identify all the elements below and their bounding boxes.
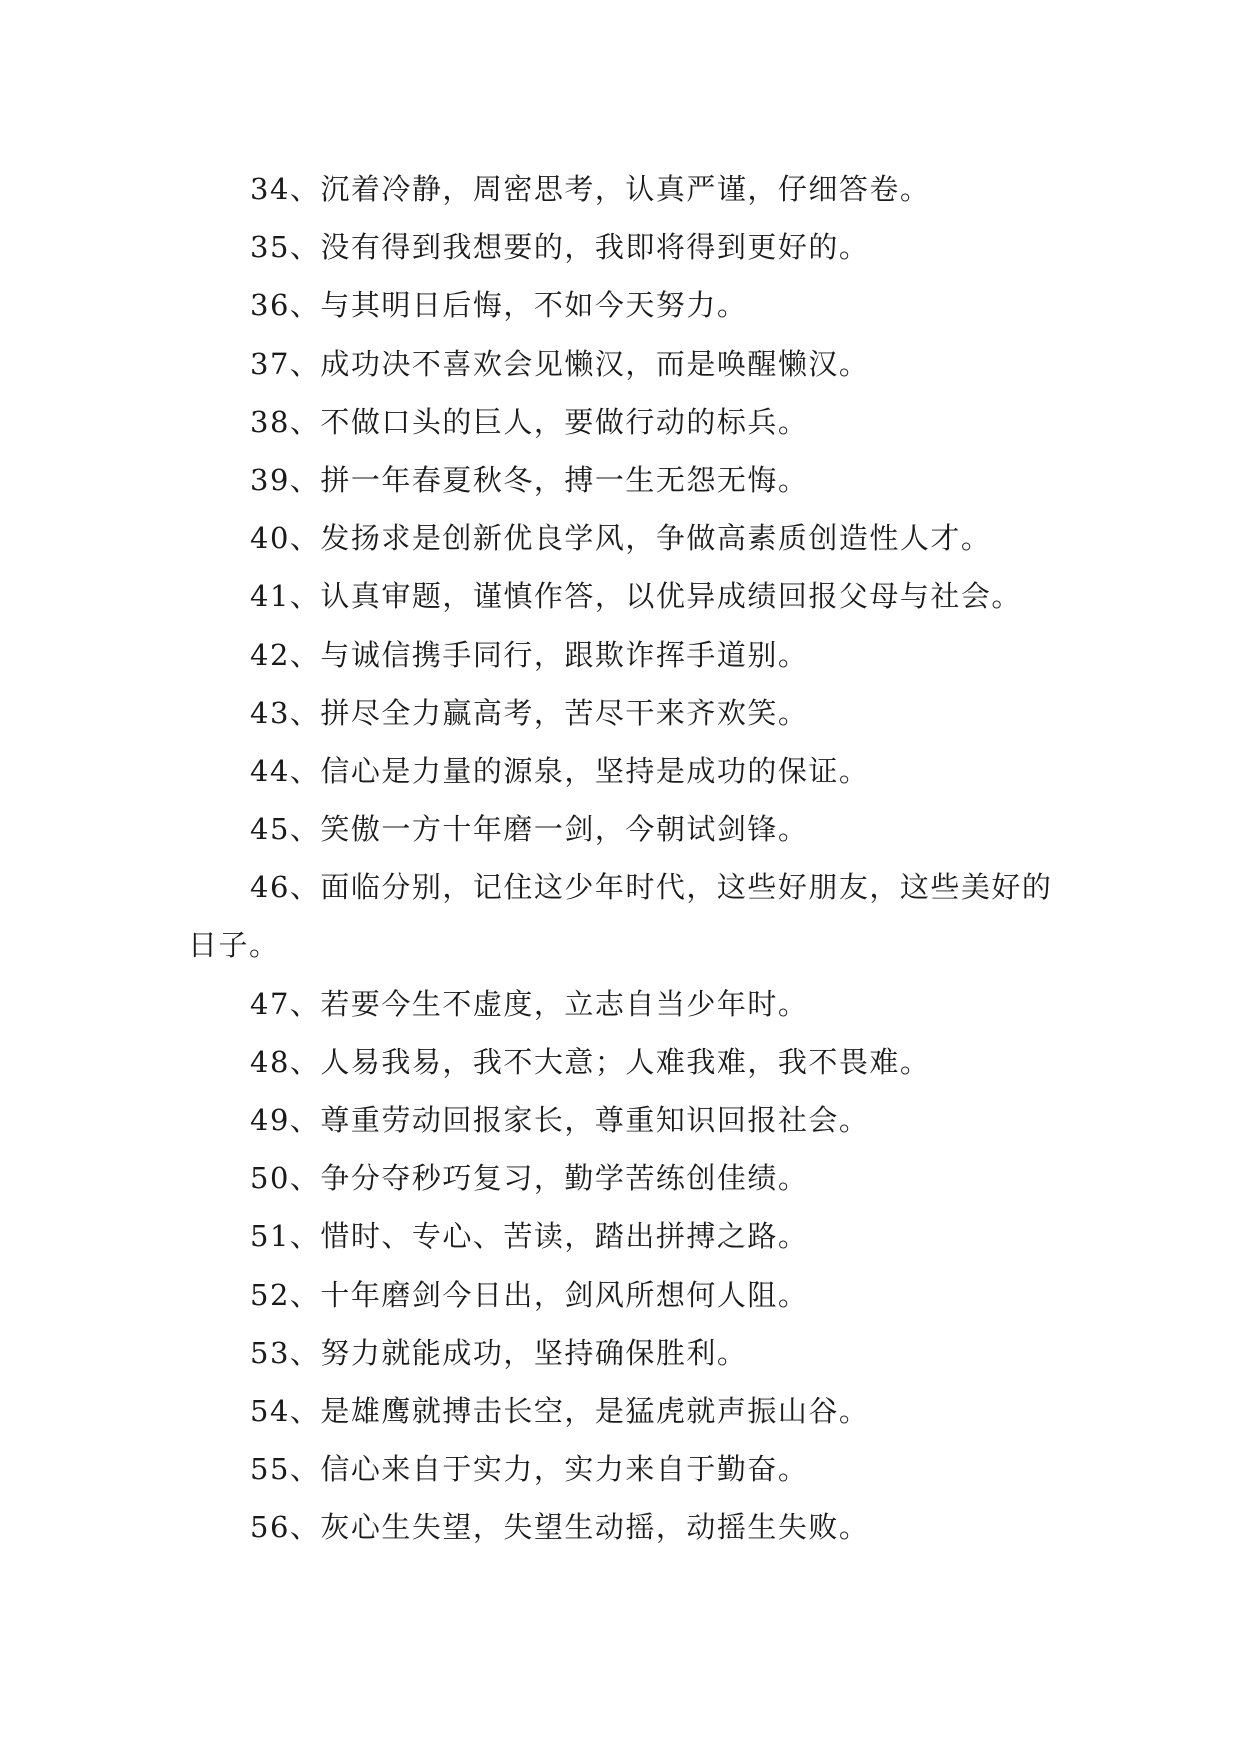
quote-45: 45、笑傲一方十年磨一剑，今朝试剑锋。 <box>250 812 809 847</box>
quote-48: 48、人易我易，我不大意；人难我难，我不畏难。 <box>250 1044 931 1079</box>
quote-47: 47、若要今生不虚度，立志自当少年时。 <box>250 986 809 1021</box>
quote-34: 34、沉着冷静，周密思考，认真严谨，仔细答卷。 <box>250 172 931 206</box>
quote-52: 52、十年磨剑今日出，剑风所想何人阻。 <box>250 1277 809 1312</box>
quote-56: 56、灰心生失望，失望生动摇，动摇生失败。 <box>250 1510 870 1545</box>
quote-38: 38、不做口头的巨人，要做行动的标兵。 <box>250 404 809 439</box>
quote-39: 39、拼一年春夏秋冬，搏一生无怨无悔。 <box>250 462 809 497</box>
quote-35: 35、没有得到我想要的，我即将得到更好的。 <box>250 230 870 265</box>
quote-44: 44、信心是力量的源泉，坚持是成功的保证。 <box>250 753 870 788</box>
quote-43: 43、拼尽全力赢高考，苦尽干来齐欢笑。 <box>250 695 809 730</box>
quote-50: 50、争分夺秒巧复习，勤学苦练创佳绩。 <box>250 1161 809 1196</box>
quote-55: 55、信心来自于实力，实力来自于勤奋。 <box>250 1452 809 1487</box>
quote-41: 41、认真审题，谨慎作答，以优异成绩回报父母与社会。 <box>250 579 1022 614</box>
quote-list <box>188 160 1056 1557</box>
quote-49: 49、尊重劳动回报家长，尊重知识回报社会。 <box>250 1103 870 1138</box>
quote-37: 37、成功决不喜欢会见懒汉，而是唤醒懒汉。 <box>250 346 870 381</box>
quote-36: 36、与其明日后悔，不如今天努力。 <box>250 288 748 323</box>
quote-42: 42、与诚信携手同行，跟欺诈挥手道别。 <box>250 637 809 672</box>
quote-40: 40、发扬求是创新优良学风，争做高素质创造性人才。 <box>250 521 992 556</box>
quote-46: 46、面临分别，记住这少年时代，这些好朋友，这些美好的日子。 <box>188 870 1053 963</box>
quote-51: 51、惜时、专心、苦读，踏出拼搏之路。 <box>250 1219 809 1254</box>
quote-53: 53、努力就能成功，坚持确保胜利。 <box>250 1335 748 1370</box>
quote-54: 54、是雄鹰就搏击长空，是猛虎就声振山谷。 <box>250 1393 870 1428</box>
